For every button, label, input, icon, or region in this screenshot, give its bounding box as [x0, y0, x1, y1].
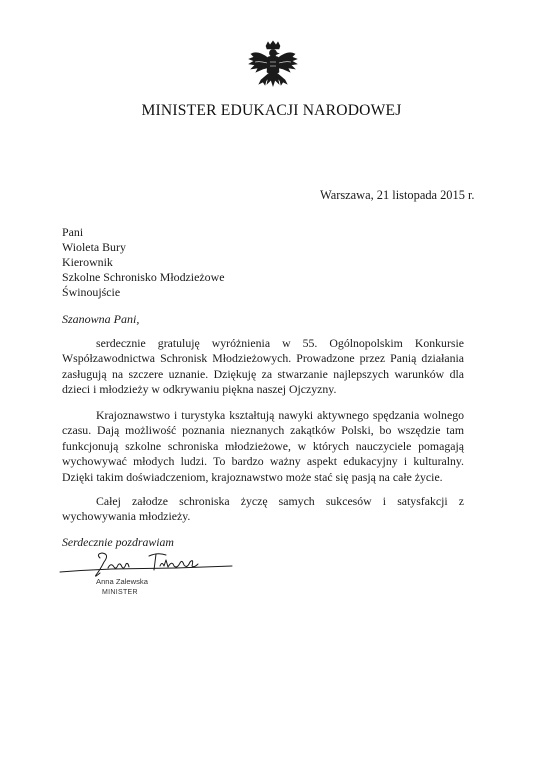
ministry-heading: MINISTER EDUKACJI NARODOWEJ [141, 102, 402, 119]
date-line: Warszawa, 21 listopada 2015 r. [320, 188, 475, 202]
body-paragraph-1: serdecznie gratuluję wyróżnienia w 55. Ogólnopolskim Konkursie Współzawodnictwa Schronisk Młodzieżowych. Prowadzone przez Panią działania zasługują na szczere uznanie. Dziękuję za stwarzanie najlepszych warunków dla dzieci i młodzieży w odkrywaniu piękna naszej Ojczyzny. [62, 336, 464, 397]
handwritten-signature-icon [56, 548, 234, 580]
body-paragraph-3: Całej załodze schroniska życzę samych sukcesów i satysfakcji z wychowywania młodzieży. [62, 494, 464, 524]
salutation: Szanowna Pani, [62, 312, 140, 326]
recipient-city: Świnoujście [62, 285, 121, 299]
signatory-title: MINISTER [102, 589, 138, 596]
recipient-position: Kierownik [62, 255, 113, 269]
body-paragraph-2: Krajoznawstwo i turystyka kształtują nawyki aktywnego spędzania wolnego czasu. Dają możliwość poznania nieznanych zakątków Polski, bo wszędzie tam funkcjonują szkolne schroniska młodzieżowe, w których nauczyciele pomagają wychowywać młodych ludzi. To bardzo ważny aspekt edukacyjny i kulturalny. Dzięki takim doświadczeniom, krajoznawstwo może stać się pasją na całe życie. [62, 408, 464, 484]
eagle-emblem-icon [246, 40, 300, 98]
closing-phrase: Serdecznie pozdrawiam [62, 535, 174, 549]
recipient-institution: Szkolne Schronisko Młodzieżowe [62, 270, 225, 284]
recipient-salutation: Pani [62, 225, 84, 239]
signatory-name: Anna Zalewska [96, 577, 148, 586]
recipient-name: Wioleta Bury [62, 240, 126, 254]
